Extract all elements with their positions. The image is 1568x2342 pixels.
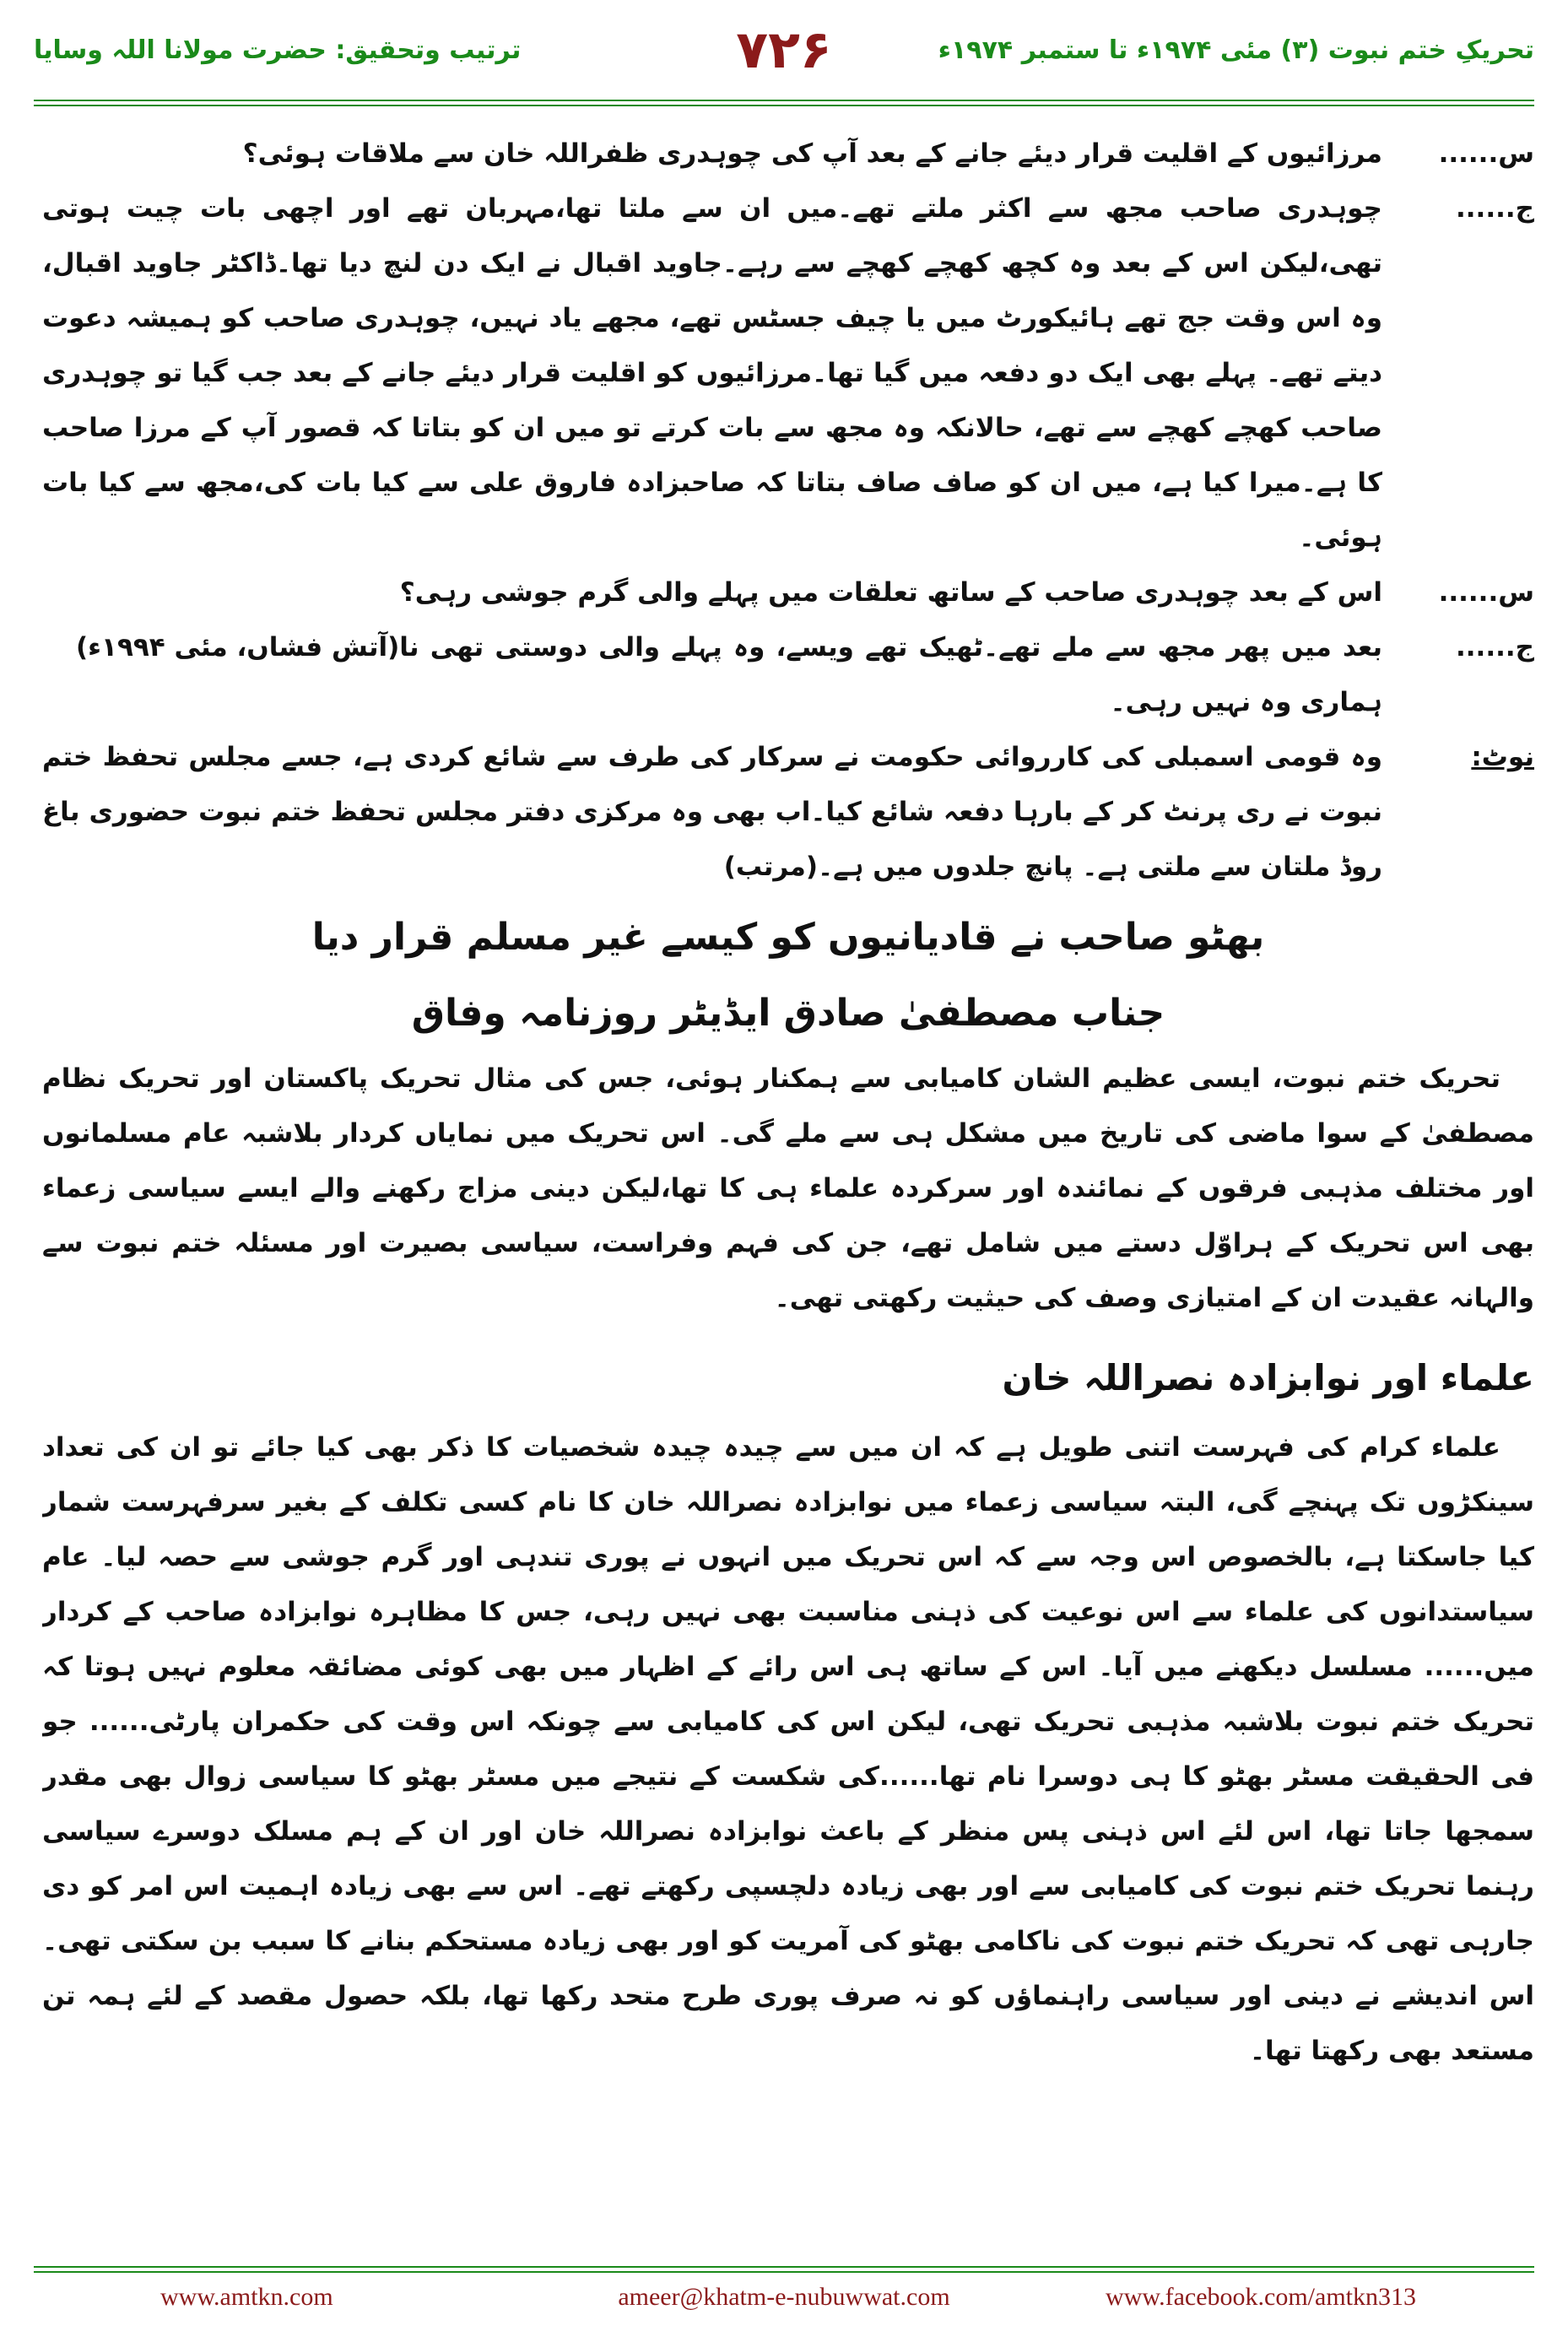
page-content: [42, 127, 1534, 2190]
answer-label: ج......: [1456, 193, 1534, 224]
page-number: ۷۲۶: [736, 19, 832, 80]
answer-text: بعد میں پھر مجھ سے ملے تھے۔ٹھیک تھے ویسے، وہ پہلے والی دوستی تھی نا ہماری وہ نہیں رہی۔: [399, 632, 1382, 717]
qa-answer-2: [42, 620, 1534, 730]
facebook-link[interactable]: www.facebook.com/amtkn313: [1106, 2283, 1416, 2311]
book-title: تحریکِ ختم نبوت (۳) مئی ۱۹۷۴ء تا ستمبر ۱۹۷۴ء: [938, 35, 1534, 65]
note-block: [42, 730, 1534, 895]
qa-question-2: [42, 565, 1534, 620]
note-text: وہ قومی اسمبلی کی کارروائی حکومت نے سرکار کی طرف سے شائع کردی ہے، جسے مجلس تحفظ ختم نبوت نے ری پرنٹ کر کے بارہا دفعہ شائع کیا۔اب بھی وہ مرکزی دفتر مجلس تحفظ ختم نبوت حضوری باغ روڈ ملتان سے ملتی ہے۔ پانچ جلدوں میں ہے۔(مرتب): [42, 742, 1382, 882]
qa-question-1: [42, 127, 1534, 181]
page-header: [34, 19, 1534, 100]
section-heading: علماء اور نوابزادہ نصراللہ خان: [1002, 1357, 1534, 1398]
question-text: مرزائیوں کے اقلیت قرار دیئے جانے کے بعد آپ کی چوہدری ظفراللہ خان سے ملاقات ہوئی؟: [242, 138, 1382, 169]
compiler-credit: ترتیب وتحقیق: حضرت مولانا اللہ وسایا: [34, 35, 522, 65]
section-body-paragraph: علماء کرام کی فہرست اتنی طویل ہے کہ ان میں سے چیدہ چیدہ شخصیات کا ذکر بھی کیا جائے تو ان کی تعداد سینکڑوں تک پہنچے گی، البتہ سیاسی زعماء میں نوابزادہ نصراللہ خان کا نام کسی تکلف کے بغیر سرفہرست شمار کیا جاسکتا ہے، بالخصوص اس وجہ سے کہ اس تحریک میں انہوں نے پوری تندہی اور گرم جوشی سے حصہ لیا۔ عام سیاستدانوں کی علماء سے اس نوعیت کی ذہنی مناسبت بھی نہیں رہی، جس کا مظاہرہ نوابزادہ صاحب کے کردار میں...... مسلسل دیکھنے میں آیا۔ اس کے ساتھ ہی اس رائے کے اظہار میں بھی کوئی مضائقہ معلوم نہیں ہوتا کہ تحریک ختم نبوت بلاشبہ مذہبی تحریک تھی، لیکن اس کی کامیابی سے چونکہ اس وقت کی حکمران پارٹی...... جو فی الحقیقت مسٹر بھٹو کا ہی دوسرا نام تھا......کی شکست کے نتیجے میں مسٹر بھٹو کا سیاسی زوال بھی مقدر سمجھا جاتا تھا، اس لئے اس ذہنی پس منظر کے باعث نوابزادہ نصراللہ خان اور ان کے ہم مسلک دوسرے سیاسی رہنما تحریک ختم نبوت کی کامیابی سے اور بھی زیادہ دلچسپی رکھتے تھے۔ اس سے بھی زیادہ اہمیت اس امر کو دی جارہی تھی کہ تحریک ختم نبوت کی ناکامی بھٹو کی آمریت کو اور بھی زیادہ مستحکم بنانے کا سبب بن سکتی تھی۔ اس اندیشے نے دینی اور سیاسی راہنماؤں کو نہ صرف پوری طرح متحد رکھا تھا، بلکہ حصول مقصد کے لئے ہمہ تن مستعد بھی رکھتا تھا۔: [42, 1432, 1534, 2066]
website-link[interactable]: www.amtkn.com: [160, 2283, 333, 2311]
article-title: بھٹو صاحب نے قادیانیوں کو کیسے غیر مسلم قرار دیا: [311, 916, 1265, 959]
page-footer: [34, 2283, 1534, 2325]
article-author: جناب مصطفیٰ صادق ایڈیٹر روزنامہ وفاق: [411, 992, 1165, 1035]
answer-label: ج......: [1456, 632, 1534, 663]
article-intro-paragraph: تحریک ختم نبوت، ایسی عظیم الشان کامیابی سے ہمکنار ہوئی، جس کی مثال تحریک پاکستان اور تحریک نظام مصطفیٰ کے سوا ماضی کی تاریخ میں مشکل ہی سے ملے گی۔ اس تحریک میں نمایاں کردار بلاشبہ عام مسلمانوں اور مختلف مذہبی فرقوں کے نمائندہ اور سرکردہ علماء ہی کا تھا،لیکن دینی مزاج رکھنے والے ایسے سیاسی زعماء بھی اس تحریک کے ہراوّل دستے میں شامل تھے، جن کی فہم وفراست، سیاسی بصیرت اور مسئلہ ختم نبوت سے والہانہ عقیدت ان کے امتیازی وصف کی حیثیت رکھتی تھی۔: [42, 1063, 1534, 1313]
source-citation: (آتش فشاں، مئی ۱۹۹۴ء): [76, 632, 400, 663]
question-label: س......: [1438, 577, 1534, 608]
answer-row: [42, 620, 1382, 730]
question-label: س......: [1438, 138, 1534, 169]
header-divider: [34, 100, 1534, 106]
footer-divider: [34, 2266, 1534, 2273]
qa-answer-1: [42, 181, 1534, 565]
question-text: اس کے بعد چوہدری صاحب کے ساتھ تعلقات میں پہلے والی گرم جوشی رہی؟: [399, 577, 1382, 608]
email-link[interactable]: ameer@khatm-e-nubuwwat.com: [618, 2283, 950, 2311]
note-label: نوٹ:: [1471, 742, 1534, 772]
answer-text: چوہدری صاحب مجھ سے اکثر ملتے تھے۔میں ان سے ملتا تھا،مہربان تھے اور اچھی بات چیت ہوتی تھی،لیکن اس کے بعد وہ کچھ کھچے کھچے سے رہے۔جاوید اقبال نے ایک دن لنچ دیا تھا۔ڈاکٹر جاوید اقبال، وہ اس وقت جج تھے ہائیکورٹ میں یا چیف جسٹس تھے، مجھے یاد نہیں، چوہدری صاحب کو ہمیشہ دعوت دیتے تھے۔ پہلے بھی ایک دو دفعہ میں گیا تھا۔مرزائیوں کو اقلیت قرار دیئے جانے کے بعد جب گیا تو چوہدری صاحب کھچے کھچے سے تھے، حالانکہ وہ مجھ سے بات کرتے تو میں ان کو بتاتا کہ قصور آپ کے مرزا صاحب کا ہے۔میرا کیا ہے، میں ان کو صاف صاف بتاتا کہ صاحبزادہ فاروق علی سے کیا بات کی،مجھ سے کیا بات ہوئی۔: [42, 193, 1382, 553]
